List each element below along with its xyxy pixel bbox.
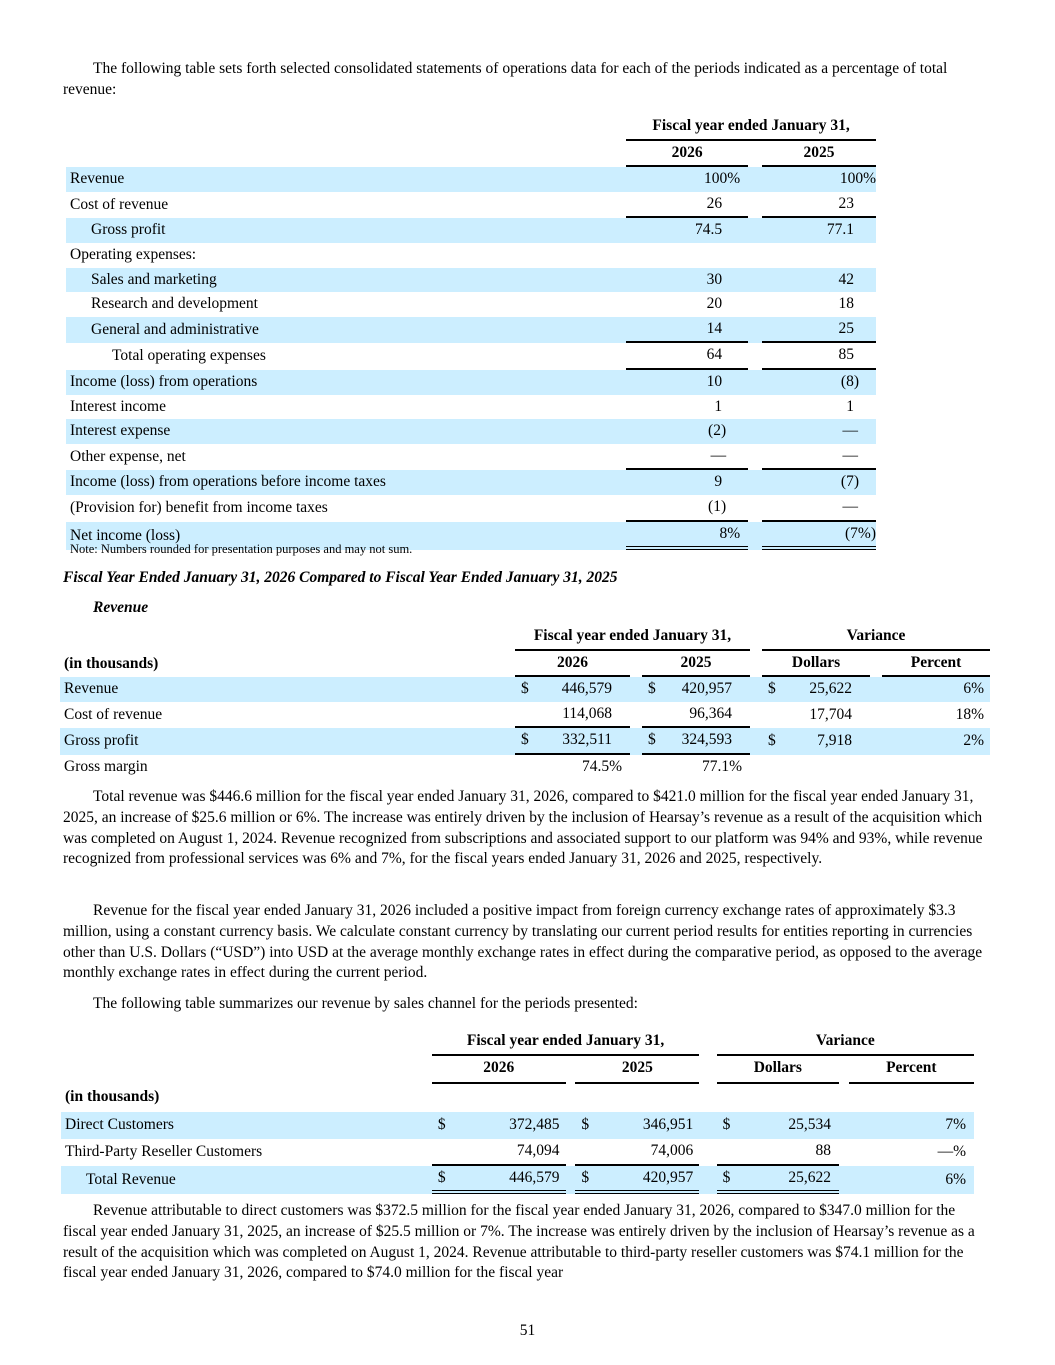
- row-label: Gross profit: [91, 221, 166, 239]
- value-2026: 26: [626, 192, 748, 219]
- table-row: [66, 343, 876, 370]
- value-2025: 346,951: [642, 1115, 694, 1133]
- variance-dollars: 7,918: [817, 732, 852, 750]
- table-row: [60, 702, 990, 729]
- value-2026: (2): [708, 422, 727, 440]
- percent-of-revenue-table: [66, 114, 876, 550]
- fiscal-year-header: Fiscal year ended January 31,: [432, 1029, 699, 1056]
- table-row: [66, 292, 876, 317]
- table-row: [66, 243, 876, 268]
- row-label: Cost of revenue: [64, 705, 163, 723]
- value-2026: 446,579: [561, 680, 612, 698]
- value-2026: (1): [626, 495, 748, 522]
- table-row: [66, 419, 876, 444]
- row-label: Income (loss) from operations before income taxes: [70, 473, 386, 491]
- value-2026: 20: [706, 295, 723, 313]
- value-2025: —: [762, 444, 876, 471]
- table-row: [66, 495, 876, 522]
- row-label: Cost of revenue: [70, 195, 169, 213]
- variance-header: Variance: [762, 624, 990, 651]
- table-row: [66, 218, 876, 243]
- variance-dollars: 25,622: [809, 680, 852, 698]
- value-2025: —: [762, 495, 876, 522]
- value-2025: 42: [838, 270, 854, 288]
- col-2025-header: 2025: [642, 651, 750, 678]
- table-row: [66, 395, 876, 420]
- channel-intro-paragraph: The following table summarizes our revenue by sales channel for the periods presented:: [93, 995, 638, 1012]
- row-label: Research and development: [91, 295, 258, 313]
- value-2026: 8%: [626, 522, 748, 551]
- col-2025-header: 2025: [762, 141, 876, 168]
- revenue-table: [60, 624, 990, 780]
- value-2026: 1: [714, 397, 723, 415]
- value-2026: 446,579: [509, 1168, 560, 1186]
- variance-percent: 6%: [945, 1170, 966, 1188]
- variance-percent: 2%: [963, 732, 984, 750]
- variance-dollars: 17,704: [809, 705, 852, 723]
- table-row: [66, 192, 876, 219]
- value-2026: 74.5%: [581, 757, 622, 775]
- table-row: [66, 444, 876, 471]
- col-2026-header: 2026: [432, 1056, 566, 1084]
- row-label: Income (loss) from operations: [70, 372, 258, 390]
- variance-percent: 7%: [945, 1115, 966, 1133]
- table-row: [61, 1139, 974, 1166]
- table-row: [66, 167, 876, 192]
- row-label: (Provision for) benefit from income taxes: [70, 498, 328, 516]
- variance-dollars: 25,622: [788, 1168, 831, 1186]
- row-label: Net income (loss): [70, 526, 181, 544]
- currency-symbol: $: [581, 1168, 590, 1186]
- intro-paragraph: The following table sets forth selected consolidated statements of operations data for each of the periods indicated as a percentage of total revenue:: [63, 60, 948, 98]
- row-label: Direct Customers: [65, 1115, 174, 1133]
- currency-symbol: $: [722, 1115, 731, 1133]
- table-row: [60, 677, 990, 702]
- variance-percent: 18%: [955, 705, 984, 723]
- value-2025: 18: [838, 295, 854, 313]
- value-2025: 324,593: [662, 728, 750, 755]
- row-label: Revenue: [64, 680, 119, 698]
- channel-paragraph: Revenue attributable to direct customers was $372.5 million for the fiscal year ended January 31, 2026, compared to $347.0 million for the fiscal year ended January 31, 2025, an increase of $25.5 million or 7%. The increase was entirely driven by the inclusion of Hearsay’s revenue as a result of the acquisition which was completed on August 1, 2024. Revenue attributable to third-party reseller customers was $74.1 million for the fiscal year ended January 31, 2026, compared to $74.0 million for the fiscal year: [63, 1202, 975, 1282]
- col-2026-header: 2026: [626, 141, 748, 168]
- page-number: 51: [519, 1322, 536, 1339]
- value-2025: 420,957: [681, 680, 732, 698]
- row-label: Interest income: [70, 397, 166, 415]
- value-2025: (7%): [762, 522, 876, 551]
- value-2025: 100%: [839, 170, 876, 188]
- value-2025: 420,957: [642, 1168, 694, 1186]
- variance-header: Variance: [717, 1029, 974, 1056]
- value-2026: 14: [626, 317, 748, 344]
- table-note: Note: Numbers rounded for presentation purposes and may not sum.: [70, 542, 413, 556]
- value-2025: 1: [846, 397, 854, 415]
- value-2026: 114,068: [535, 702, 630, 729]
- value-2026: 9: [714, 473, 723, 491]
- table-row: [66, 470, 876, 495]
- unit-label: (in thousands): [65, 1088, 160, 1106]
- fx-paragraph: Revenue for the fiscal year ended January 31, 2026 included a positive impact from foreign currency exchange rates of approximately $3.3 million, using a constant currency basis. We calculate constant currency by translating our current period results for entities reporting in currencies other than U.S. Dollars (“USD”) into USD at the average monthly exchange rates in effect during the comparative period, as opposed to the average monthly exchange rates in effect during the current period.: [63, 902, 983, 982]
- currency-symbol: $: [437, 1168, 446, 1186]
- value-2026: 332,511: [535, 728, 630, 755]
- total-revenue-paragraph: Total revenue was $446.6 million for the fiscal year ended January 31, 2026, compared to $421.0 million for the fiscal year ended January 31, 2025, an increase of $25.6 million or 6%. The increase was entirely driven by the inclusion of Hearsay’s revenue as a result of the acquisition which was completed on August 1, 2024. Revenue recognized from subscriptions and associated support to our platform was 94% and 93%, while revenue recognized from professional services was 6% and 7%, for the fiscal years ended January 31, 2026 and 2025, respectively.: [63, 788, 983, 868]
- value-2026: 372,485: [509, 1115, 560, 1133]
- col-2026-header: 2026: [515, 651, 630, 678]
- row-label: Other expense, net: [70, 447, 186, 465]
- currency-symbol: $: [515, 728, 535, 755]
- value-2026: 30: [706, 270, 723, 288]
- value-2026: 10: [706, 372, 723, 390]
- fiscal-year-header: Fiscal year ended January 31,: [626, 114, 876, 141]
- row-label: Revenue: [70, 170, 125, 188]
- row-label: Sales and marketing: [91, 270, 217, 288]
- value-2025: 23: [762, 192, 876, 219]
- variance-percent: 6%: [963, 680, 984, 698]
- table-row: [66, 317, 876, 344]
- value-2025: 77.1: [826, 221, 854, 239]
- row-label: Gross profit: [64, 732, 139, 750]
- currency-symbol: $: [768, 680, 776, 698]
- fiscal-year-header: Fiscal year ended January 31,: [515, 624, 750, 651]
- row-label: General and administrative: [91, 320, 259, 338]
- value-2025: 25: [762, 317, 876, 344]
- unit-label: (in thousands): [64, 654, 159, 672]
- value-2025: 96,364: [662, 702, 750, 729]
- currency-symbol: $: [581, 1115, 590, 1133]
- revenue-by-channel-table: [61, 1029, 974, 1194]
- col-percent-header: Percent: [882, 651, 990, 678]
- variance-dollars: 88: [717, 1139, 839, 1166]
- col-dollars-header: Dollars: [762, 651, 870, 678]
- value-2025: (7): [840, 473, 859, 491]
- col-percent-header: Percent: [849, 1056, 974, 1084]
- currency-symbol: $: [768, 732, 776, 750]
- table-row: [61, 1166, 974, 1195]
- value-2025: (8): [840, 372, 859, 390]
- value-2026: 74,094: [432, 1139, 566, 1166]
- col-2025-header: 2025: [575, 1056, 699, 1084]
- currency-symbol: $: [521, 680, 529, 698]
- value-2025: —: [842, 422, 858, 440]
- value-2026: 74.5: [695, 221, 723, 239]
- table-row: [60, 755, 990, 780]
- currency-symbol: $: [642, 728, 662, 755]
- table-row: [66, 268, 876, 293]
- value-2026: —: [626, 444, 748, 471]
- row-label: Total Revenue: [86, 1170, 176, 1188]
- value-2025: 77.1%: [701, 757, 742, 775]
- row-label: Total operating expenses: [112, 347, 266, 365]
- value-2026: 64: [626, 343, 748, 370]
- value-2025: 85: [762, 343, 876, 370]
- table-row: [60, 728, 990, 755]
- value-2026: 100%: [703, 170, 741, 188]
- row-label: Gross margin: [64, 757, 148, 775]
- variance-dollars: 25,534: [788, 1115, 831, 1133]
- variance-percent: —%: [937, 1142, 966, 1160]
- row-label: Operating expenses:: [70, 245, 197, 263]
- currency-symbol: $: [648, 680, 656, 698]
- section-heading: Fiscal Year Ended January 31, 2026 Compared to Fiscal Year Ended January 31, 2025: [63, 569, 618, 586]
- subsection-heading: Revenue: [93, 599, 149, 616]
- col-dollars-header: Dollars: [717, 1056, 839, 1084]
- currency-symbol: $: [437, 1115, 446, 1133]
- table-row: [61, 1112, 974, 1139]
- row-label: Interest expense: [70, 422, 171, 440]
- table-row: [66, 370, 876, 395]
- row-label: Third-Party Reseller Customers: [65, 1142, 263, 1160]
- currency-symbol: $: [722, 1168, 731, 1186]
- value-2025: 74,006: [575, 1139, 699, 1166]
